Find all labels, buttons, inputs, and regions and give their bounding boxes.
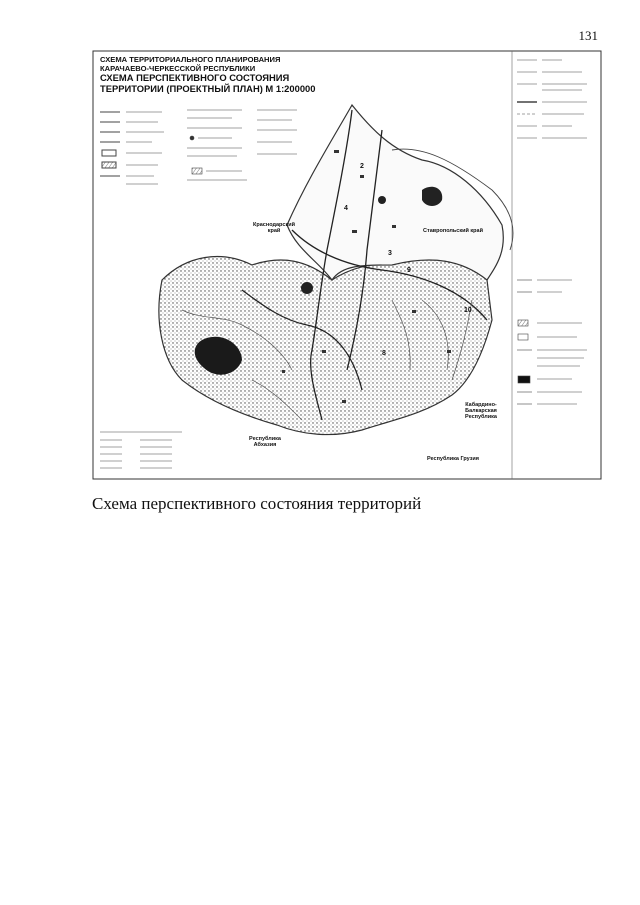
page-number: 131 <box>578 28 598 43</box>
svg-text:4: 4 <box>344 205 348 212</box>
label-abkhazia: Республика Абхазия <box>249 436 281 448</box>
label-georgia: Республика Грузия <box>427 456 479 462</box>
map-title-line3: СХЕМА ПЕРСПЕКТИВНОГО СОСТОЯНИЯ <box>100 72 290 84</box>
label-krasnodar: Краснодарский край <box>253 222 295 234</box>
svg-text:10: 10 <box>464 307 472 314</box>
map-title <box>100 56 315 94</box>
svg-text:9: 9 <box>407 267 411 274</box>
map-title-line4: ТЕРРИТОРИИ (ПРОЕКТНЫЙ ПЛАН) М 1:200000 <box>100 82 316 94</box>
label-kbr: Кабардино- Балкарская Республика <box>465 402 497 420</box>
caption: Схема перспективного состояния территорий <box>92 494 422 513</box>
map-title-line2: КАРАЧАЕВО-ЧЕРКЕССКОЙ РЕСПУБЛИКИ <box>100 63 256 73</box>
label-stavropol: Ставропольский край <box>423 228 483 234</box>
svg-text:8: 8 <box>382 350 386 357</box>
svg-text:2: 2 <box>360 163 364 170</box>
map-figure <box>92 50 602 480</box>
svg-text:3: 3 <box>388 250 392 257</box>
map-title-line1: СХЕМА ТЕРРИТОРИАЛЬНОГО ПЛАНИРОВАНИЯ <box>100 55 281 64</box>
map-image <box>92 50 602 480</box>
